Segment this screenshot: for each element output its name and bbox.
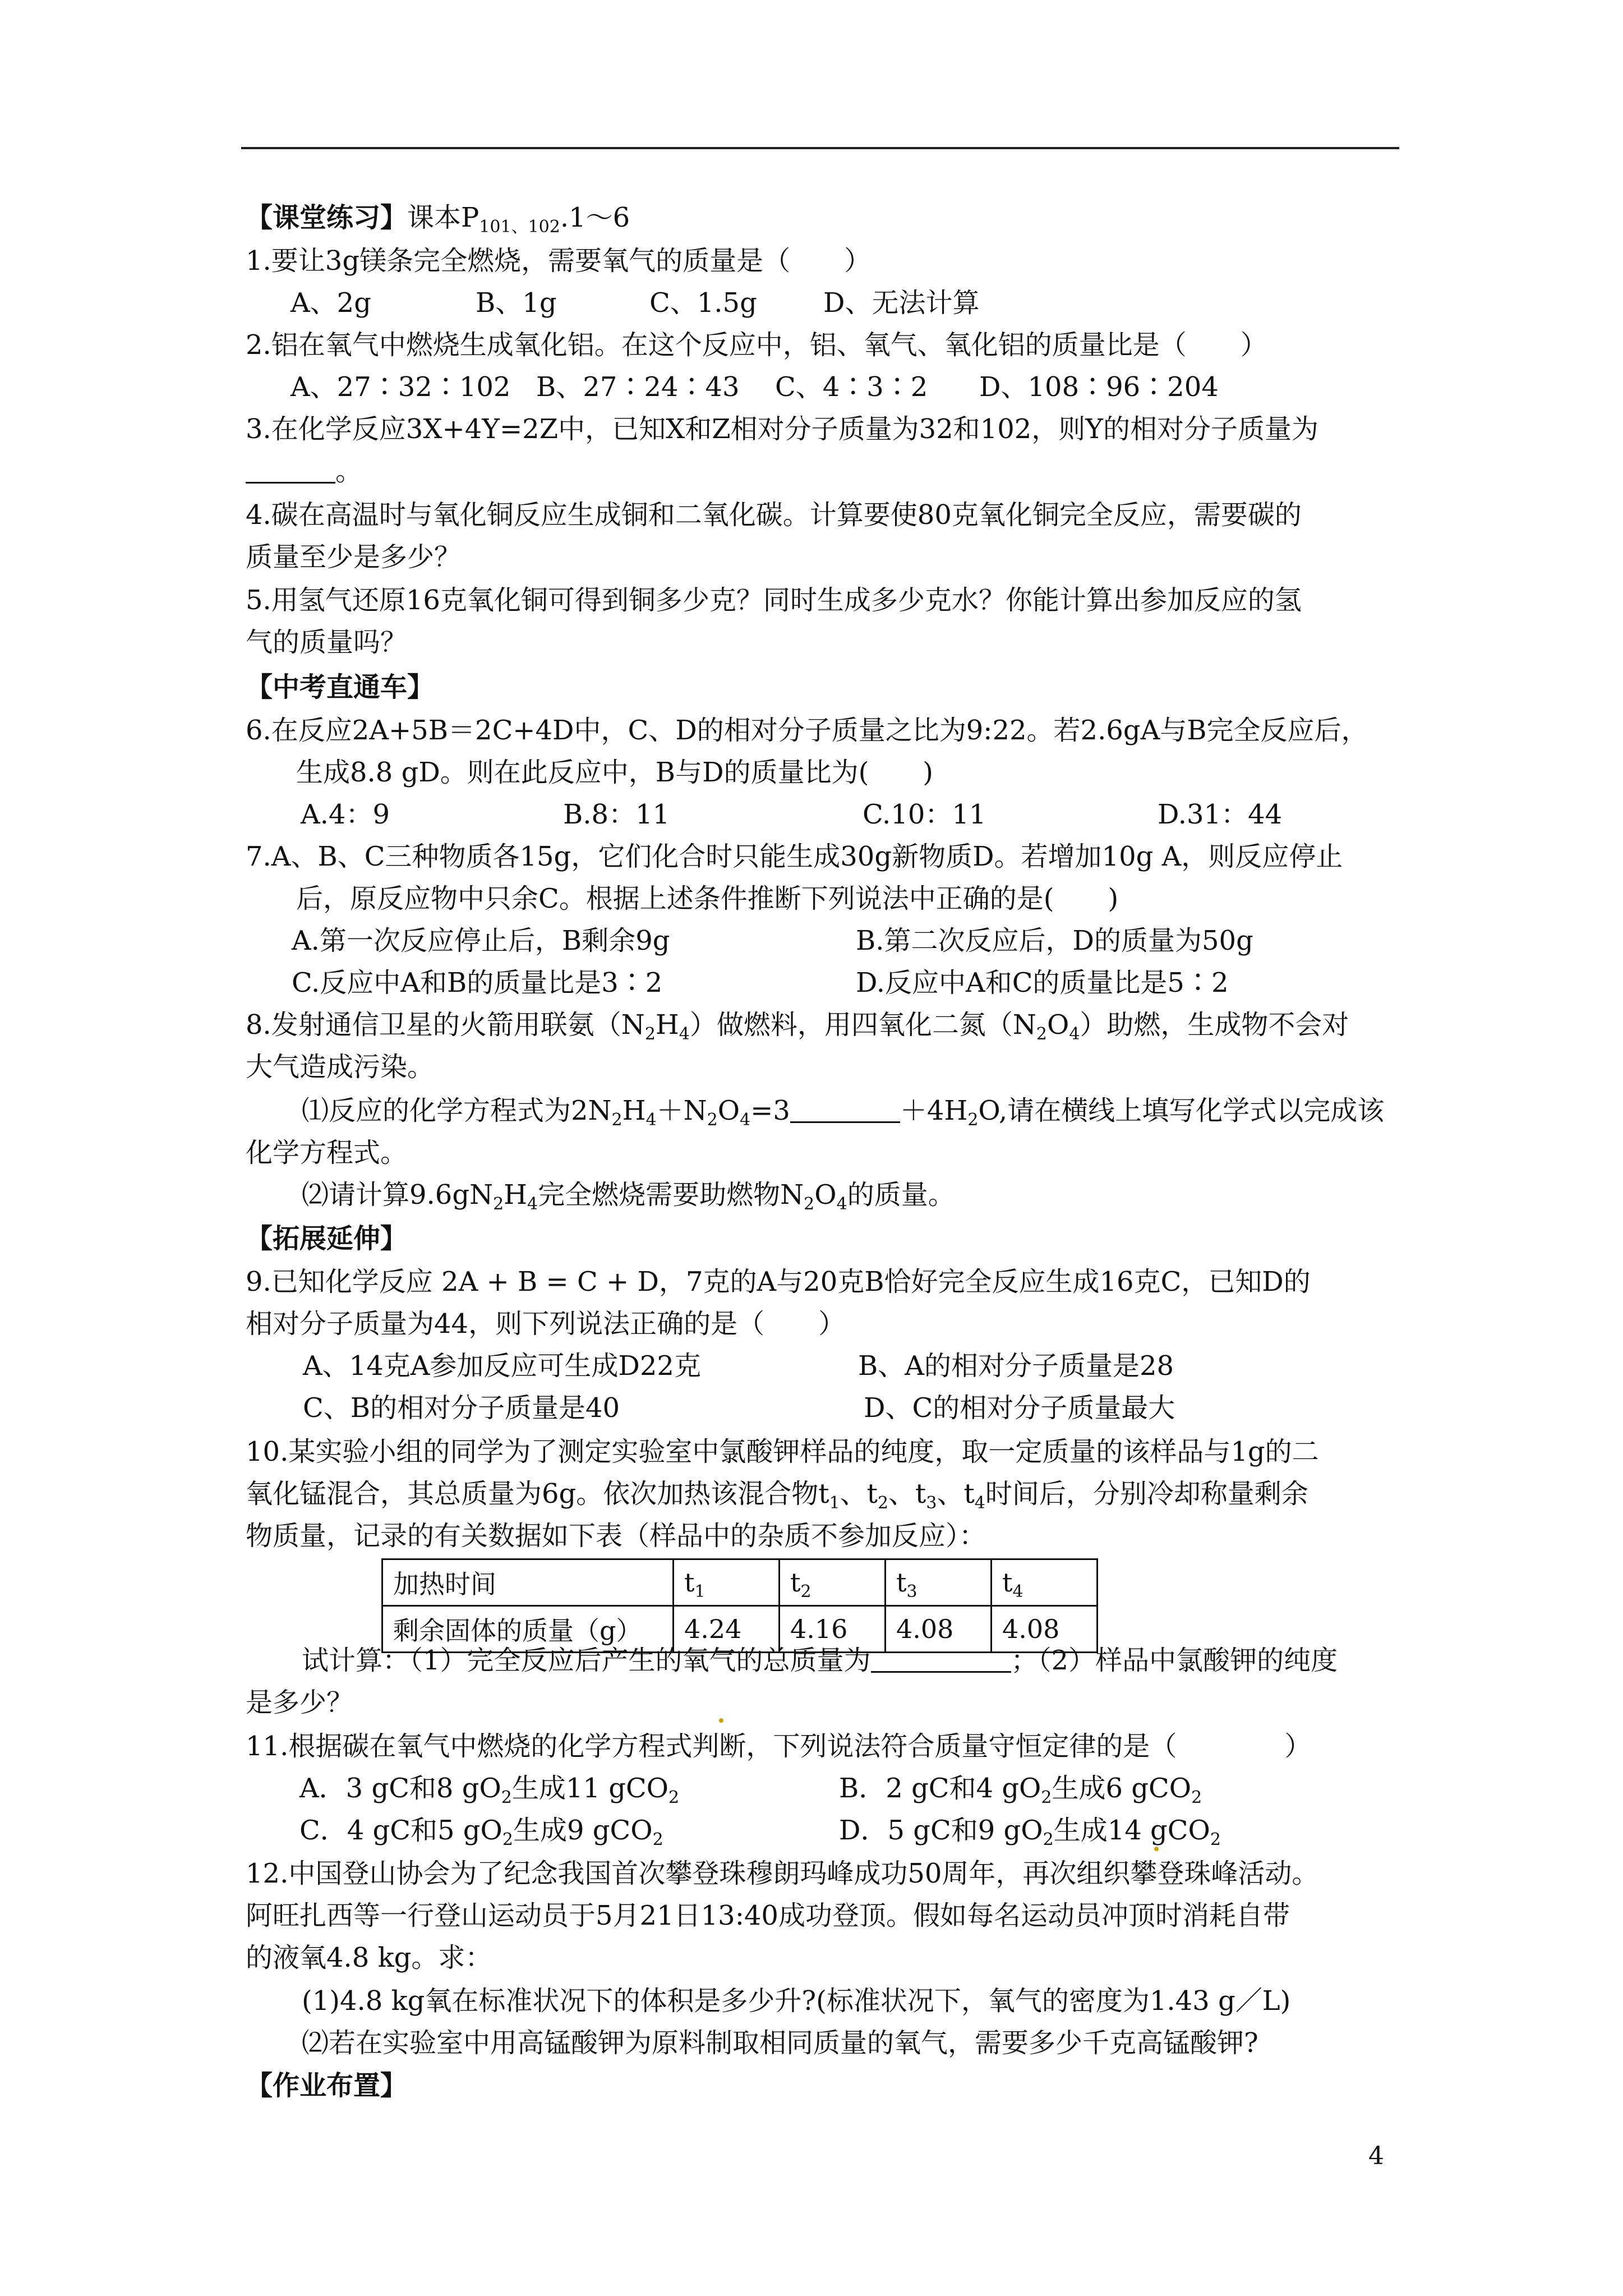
section-extend-heading: 【拓展延伸】 (246, 1223, 408, 1254)
q3-answer-blank (246, 456, 335, 484)
table-cell: 剩余固体的质量（g） (382, 1606, 674, 1653)
q2-option-a: A、27∶32∶102 (291, 371, 511, 403)
q7-line1: 7.A、B、C三种物质各15g，它们化合时只能生成30g新物质D。若增加10g A，则反应停止 (246, 841, 1343, 872)
q10-calc-line1: 试计算：（1）完全反应后产生的氧气的总质量为 ；（2）样品中氯酸钾的纯度 (302, 1645, 1338, 1676)
q11-option-c: C．4 gC和5 $gO_2$生成9 gCO$_2$ (299, 1815, 663, 1849)
table-row (382, 1559, 1098, 1606)
table-cell: 4.24 (674, 1606, 780, 1653)
q1-option-c: C、1.5g (649, 287, 757, 319)
header-rule (241, 147, 1399, 149)
table-cell: 4.08 (886, 1606, 992, 1653)
q7-option-c: C.反应中A和B的质量比是3∶2 (292, 967, 663, 999)
q12-line1: 12.中国登山协会为了纪念我国首次攀登珠穆朗玛峰成功50周年，再次组织攀登珠峰活动。 (246, 1858, 1319, 1889)
q12-line2: 阿旺扎西等一行登山运动员于5月21日13:40成功登顶。假如每名运动员冲顶时消耗自带 (246, 1900, 1290, 1931)
q12-line3: 的液氧4.8 kg。求： (246, 1942, 492, 1973)
q12-part2: ⑵若在实验室中用高锰酸钾为原料制取相同质量的氧气，需要多少千克高锰酸钾? (302, 2027, 1258, 2059)
q7-option-d: D.反应中A和C的质量比是5∶2 (856, 967, 1229, 999)
section-classroom-line: 【课堂练习】课本$P_{101、102}.1\sim 6$ (246, 202, 630, 237)
q2-option-c: C、4∶3∶2 (775, 371, 928, 403)
q9-option-c: C、B的相对分子质量是40 (303, 1392, 620, 1424)
section-exam-heading: 【中考直通车】 (246, 671, 435, 703)
q10-line2: 氧化锰混合，其总质量为6g。依次加热该混合物$t_1$、$t_2$、$t_3$、$t_4$时间后，分别冷却称量剩余 (246, 1478, 1308, 1513)
q10-line3: 物质量，记录的有关数据如下表（样品中的杂质不参加反应）： (246, 1520, 986, 1552)
stray-mark (719, 1718, 723, 1723)
q7-line2: 后，原反应物中只余C。根据上述条件推断下列说法中正确的是( ) (296, 883, 1119, 914)
q10-data-table (381, 1558, 1098, 1653)
q5-line2: 气的质量吗？ (246, 627, 408, 658)
q8-line2: 大气造成污染。 (246, 1051, 435, 1083)
q8-answer-blank (790, 1096, 900, 1123)
q6-option-b: B.8：11 (563, 799, 670, 830)
q8-part2: ⑵请计算$9.6gN_2H_4$完全燃烧需要助燃物$N_2O_4$的质量。 (302, 1179, 955, 1214)
q8-line1: 8.发射通信卫星的火箭用联氨$(N_2H_4)$做燃料，用四氧化二氮$(N_2O_4)$助燃，生成物不会对 (246, 1009, 1349, 1044)
q11-option-b: B．2 gC和4 $gO_2$生成6 gCO$_2$ (839, 1773, 1202, 1807)
q12-part1: (1)4.8 kg氧在标准状况下的体积是多少升?(标准状况下，氧气的密度为1.43 g／L) (302, 1985, 1291, 2017)
q9-line2: 相对分子质量为44，则下列说法正确的是（ ） (246, 1308, 846, 1340)
q8-part1-line2: 化学方程式。 (246, 1137, 408, 1168)
q1-option-d: D、无法计算 (823, 287, 980, 319)
table-cell: 4.16 (780, 1606, 886, 1653)
q3-line1: 3.在化学反应3X+4Y=2Z中，已知X和Z相对分子质量为32和102，则Y的相对分子质量为 (246, 413, 1318, 445)
q8-part1: ⑴反应的化学方程式为$2N_2H_4+N_2O_4=3 +4H_2O$,请在横线上填写化学式以完成该 (302, 1095, 1385, 1130)
q9-line1: 9.已知化学反应 2A + B = C + D，7克的A与20克B恰好完全反应生成16克C，已知D的 (246, 1266, 1311, 1297)
q10-line1: 10.某实验小组的同学为了测定实验室中氯酸钾样品的纯度，取一定质量的该样品与1g的二 (246, 1436, 1319, 1467)
q5-line1: 5.用氢气还原16克氧化铜可得到铜多少克？同时生成多少克水？你能计算出参加反应的氢 (246, 585, 1302, 616)
q2-option-d: D、108∶96∶204 (979, 371, 1219, 403)
q9-option-d: D、C的相对分子质量最大 (864, 1392, 1175, 1424)
q10-calc-line2: 是多少？ (246, 1687, 354, 1718)
q6-line1: 6.在反应2A+5B＝2C+4D中，C、D的相对分子质量之比为9:22。若2.6gA与B完全反应后， (246, 715, 1368, 746)
q11-option-a: A．3 gC和8 $gO_2$生成11 gCO$_2$ (299, 1773, 680, 1807)
table-cell: 加热时间 (382, 1559, 674, 1606)
q6-option-a: A.4：9 (301, 799, 390, 830)
q9-option-a: A、14克A参加反应可生成D22克 (303, 1350, 701, 1382)
q10-answer-blank (871, 1645, 1011, 1673)
q2-option-b: B、27∶24∶43 (536, 371, 740, 403)
table-cell: $t_2$ (780, 1559, 886, 1606)
q11-stem: 11.根据碳在氧气中燃烧的化学方程式判断，下列说法符合质量守恒定律的是（ ） (246, 1731, 1312, 1762)
q4-line2: 质量至少是多少？ (246, 541, 462, 573)
q1-stem: 1.要让3g镁条完全燃烧，需要氧气的质量是（ ） (246, 245, 872, 277)
q3-line2: 。 (246, 454, 362, 488)
stray-mark (1154, 1847, 1159, 1851)
q6-option-c: C.10：11 (863, 799, 986, 830)
q11-option-d: D．5 gC和9 $gO_2$生成14 gCO$_2$ (839, 1815, 1221, 1849)
table-cell: $t_4$ (992, 1559, 1098, 1606)
table-cell: $t_1$ (674, 1559, 780, 1606)
q1-option-b: B、1g (476, 287, 557, 319)
q6-option-d: D.31：44 (1158, 799, 1283, 830)
section-classroom-heading: 【课堂练习】 (246, 202, 408, 233)
q2-stem: 2.铝在氧气中燃烧生成氧化铝。在这个反应中，铝、氧气、氧化铝的质量比是（ ） (246, 329, 1267, 361)
q1-option-a: A、2g (291, 287, 371, 319)
page-number: 4 (1368, 2142, 1384, 2170)
table-cell: $t_3$ (886, 1559, 992, 1606)
table-cell: 4.08 (992, 1606, 1098, 1653)
q6-line2: 生成8.8 gD。则在此反应中，B与D的质量比为( ) (296, 757, 934, 788)
q7-option-a: A.第一次反应停止后，B剩余9g (292, 925, 670, 956)
q4-line1: 4.碳在高温时与氧化铜反应生成铜和二氧化碳。计算要使80克氧化铜完全反应，需要碳的 (246, 499, 1302, 531)
section-homework-heading: 【作业布置】 (246, 2070, 408, 2101)
q7-option-b: B.第二次反应后，D的质量为50g (856, 925, 1253, 956)
q9-option-b: B、A的相对分子质量是28 (858, 1350, 1174, 1382)
